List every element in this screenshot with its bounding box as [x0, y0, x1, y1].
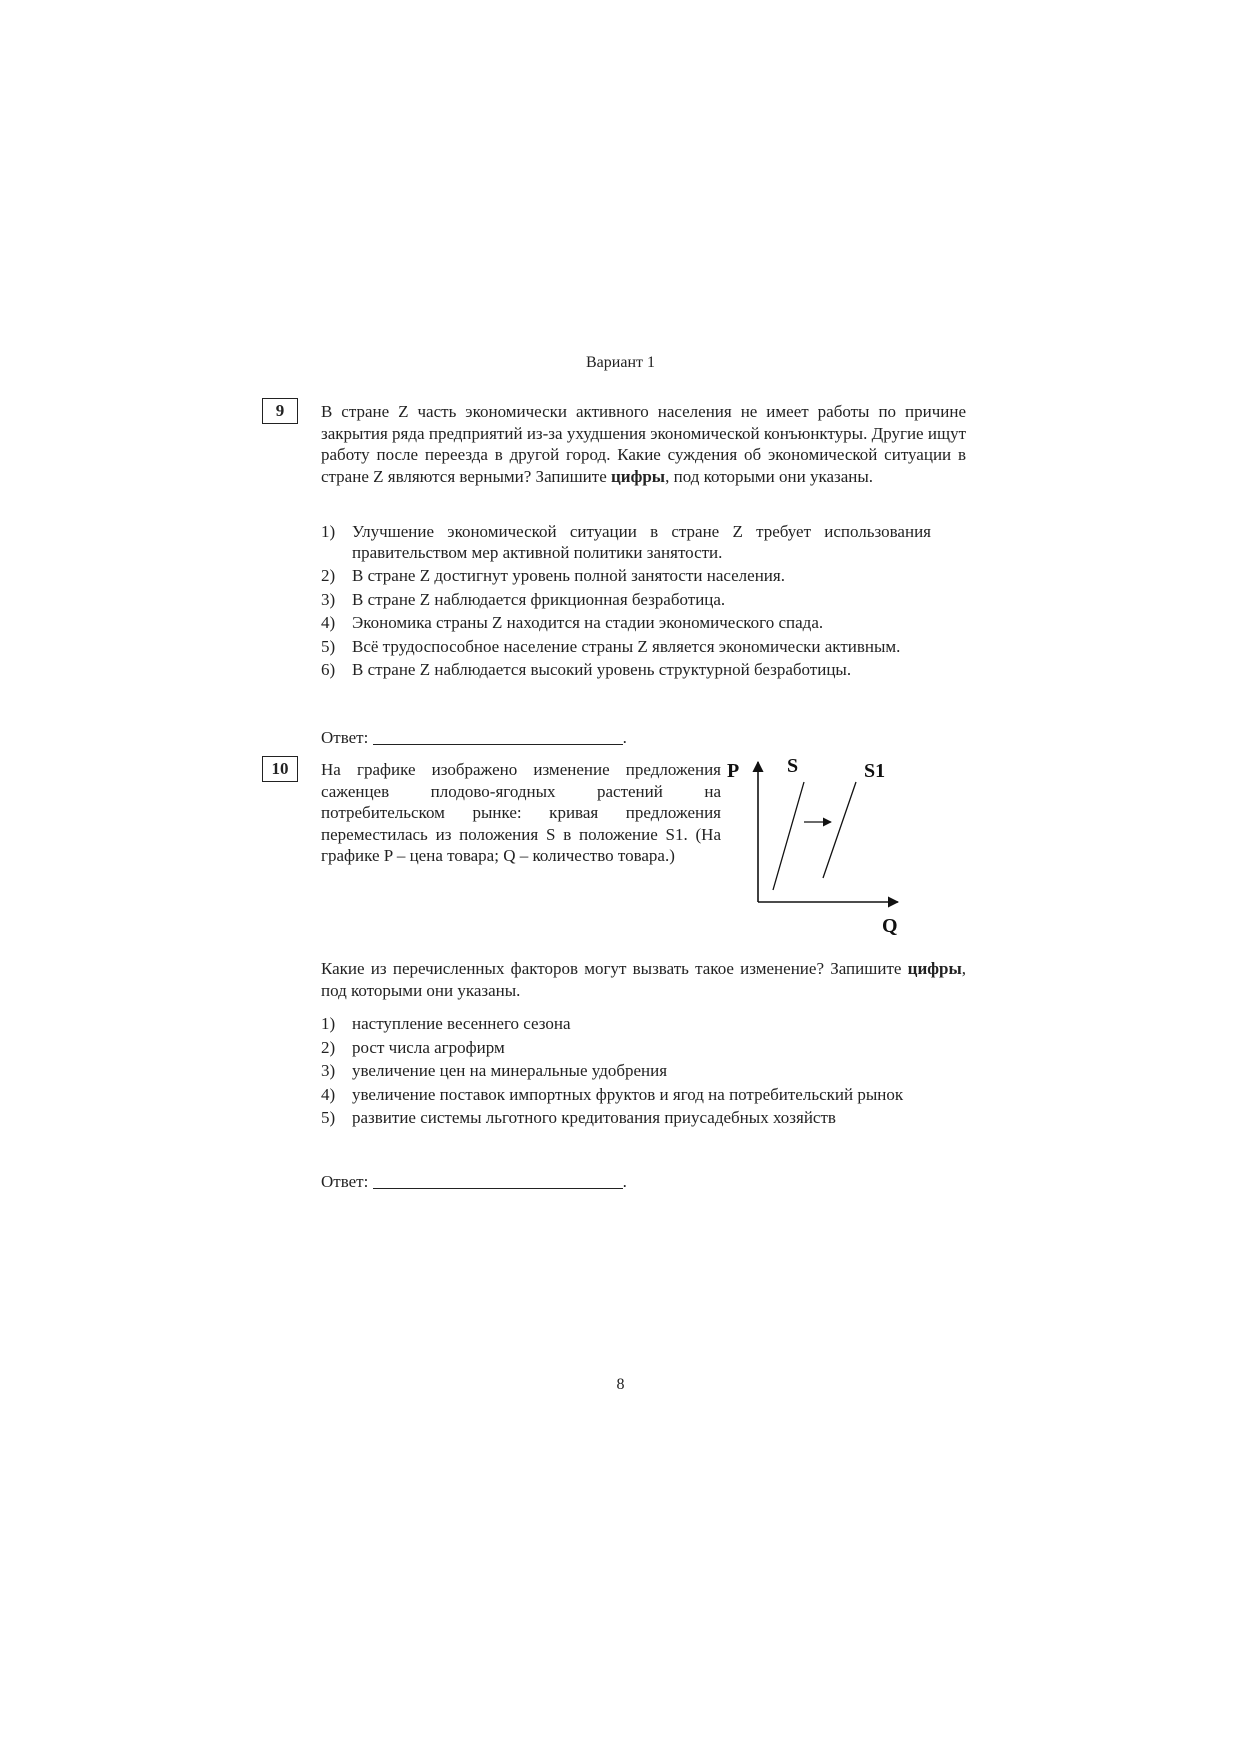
- variant-header: Вариант 1: [586, 354, 655, 371]
- question-9-option: [321, 637, 931, 658]
- x-axis-label: Q: [882, 915, 898, 937]
- question-9-option: [321, 590, 931, 611]
- option-text: Всё трудоспособное население страны Z является экономически активным.: [352, 636, 901, 656]
- question-10-option: [321, 1108, 931, 1129]
- option-number: 2): [321, 1037, 336, 1057]
- question-10-option: [321, 1038, 931, 1059]
- question-10-options: [321, 1014, 931, 1132]
- option-number: 1): [321, 1014, 336, 1033]
- option-number: 6): [321, 660, 336, 679]
- question-9-option: [321, 613, 931, 634]
- option-text: наступление весеннего сезона: [352, 1014, 571, 1033]
- option-number: 2): [321, 566, 336, 585]
- option-number: 5): [321, 636, 336, 656]
- question-10-text-main: Какие из перечисленных факторов могут вызвать такое изменение? Запишите: [321, 959, 908, 978]
- answer-end: .: [622, 728, 627, 747]
- supply-curve-s1-label: S1: [864, 760, 886, 782]
- question-10-intro: На графике изображено изменение предложения саженцев плодово-ягодных растений на потребительском рынке: кривая предложения переместилась из положения S в положение S1. (На графике P – цена товара; Q – количество товара.): [321, 760, 721, 865]
- option-text: Экономика страны Z находится на стадии экономического спада.: [352, 613, 824, 632]
- option-number: 3): [321, 1061, 336, 1080]
- supply-curve-s1: [823, 782, 856, 878]
- question-9-number: 9: [262, 398, 298, 424]
- option-number: 1): [321, 522, 336, 541]
- option-text: увеличение поставок импортных фруктов и ягод на потребительский рынок: [352, 1084, 904, 1104]
- option-text: Улучшение экономической ситуации в стране Z требует использования правительством мер активной политики занятости.: [352, 522, 931, 562]
- option-text: В стране Z достигнут уровень полной занятости населения.: [352, 566, 785, 585]
- question-10-option: [321, 1085, 931, 1106]
- option-text: развитие системы льготного кредитования приусадебных хозяйств: [352, 1108, 836, 1127]
- option-number: 4): [321, 1084, 336, 1104]
- option-text: В стране Z наблюдается высокий уровень структурной безработицы.: [352, 660, 852, 679]
- option-number: 3): [321, 589, 336, 609]
- option-text: увеличение цен на минеральные удобрения: [352, 1061, 668, 1080]
- question-9-options: [321, 522, 931, 684]
- option-text: рост числа агрофирм: [352, 1037, 505, 1057]
- question-10-number: 10: [262, 756, 298, 782]
- option-text: В стране Z наблюдается фрикционная безработица.: [352, 589, 726, 609]
- question-9-text-bold: цифры: [611, 466, 666, 486]
- question-10-question: [321, 958, 966, 1001]
- question-10-text-bold: цифры: [907, 959, 962, 978]
- answer-end: .: [622, 1172, 627, 1191]
- supply-curve-s: [773, 782, 804, 890]
- question-9-text-main: В стране Z часть экономически активного населения не имеет работы по причине закрытия ряда предприятий из-за ухудшения экономической конъюнктуры. Другие ищут работу после переезда в другой город. Какие суждения об экономической ситуации в стране Z являются верными? Запишите: [321, 402, 966, 486]
- question-9-option: [321, 660, 931, 681]
- supply-curve-s-label: S: [787, 755, 799, 777]
- question-10-text-end: , под которыми они указаны.: [321, 959, 966, 1000]
- option-number: 4): [321, 613, 336, 632]
- supply-shift-chart: [718, 750, 940, 940]
- question-10-option: [321, 1014, 931, 1035]
- page-number: 8: [616, 1376, 625, 1393]
- y-axis-label: P: [727, 760, 740, 782]
- question-9-option: [321, 522, 931, 563]
- question-9-option: [321, 566, 931, 587]
- answer-blank[interactable]: [373, 1171, 623, 1189]
- question-10-answer: [321, 1171, 627, 1192]
- question-9-text: [321, 401, 966, 487]
- answer-blank[interactable]: [373, 727, 623, 745]
- option-number: 5): [321, 1108, 336, 1127]
- answer-label: Ответ:: [321, 728, 369, 747]
- answer-label: Ответ:: [321, 1172, 369, 1191]
- question-9-answer: [321, 727, 627, 748]
- question-9-text-end: , под которыми они указаны.: [665, 466, 874, 486]
- question-10-option: [321, 1061, 931, 1082]
